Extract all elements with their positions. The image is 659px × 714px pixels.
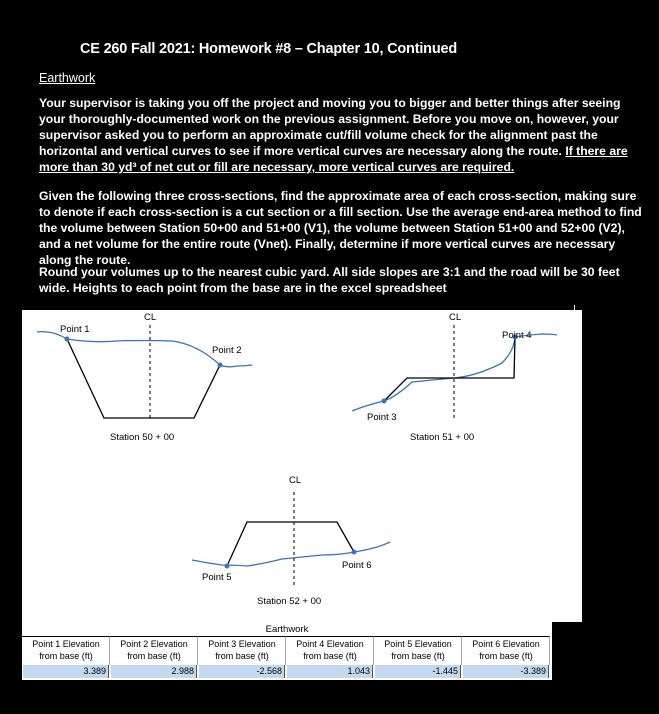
- table-value-cell[interactable]: 3.389: [23, 665, 109, 678]
- point-3-marker: [382, 399, 387, 404]
- header-line: from base (ft): [479, 651, 533, 661]
- point-3-label: Point 3: [367, 412, 397, 423]
- station-52-label: Station 52 + 00: [257, 596, 322, 607]
- table-header-cell: [374, 638, 462, 662]
- paragraph-rounding: Round your volumes up to the nearest cubic yard. All side slopes are 3:1 and the road will be 30 feet wide. Heights to each point from the base are in the excel spreadsheet: [39, 265, 620, 295]
- cl-label-3: CL: [289, 475, 302, 486]
- point-1-marker: [65, 337, 70, 342]
- table-value-cell[interactable]: -1.445: [375, 665, 461, 678]
- table-value-cell[interactable]: 1.043: [287, 665, 373, 678]
- cross-section-figure: [22, 310, 582, 622]
- template-2: [384, 337, 515, 401]
- header-line: Point 4 Elevation: [296, 639, 364, 649]
- point-6-label: Point 6: [342, 560, 372, 571]
- paragraph-intro-text: Your supervisor is taking you off the project and moving you to bigger and better things after seeing your thoroughly-documented work on the previous assignment. Before you move on, however, your supervisor asked you to perform an approximate cut/fill volume check for the alignment past the horizontal and vertical curves to see if more vertical curves are necessary along the route.: [39, 96, 621, 158]
- header-line: from base (ft): [215, 651, 269, 661]
- cross-section-drawing: [22, 310, 582, 622]
- header-line: Point 3 Elevation: [208, 639, 276, 649]
- section-heading: Earthwork: [39, 71, 96, 85]
- header-line: Point 2 Elevation: [120, 639, 188, 649]
- cl-label-1: CL: [144, 312, 157, 323]
- header-line: Point 5 Elevation: [384, 639, 452, 649]
- paragraph-intro: [39, 95, 649, 175]
- table-header-cell: [286, 638, 374, 662]
- paragraph-intro-underlined: If there are more than 30 yd³ of net cut or fill are necessary, more vertical curves are required.: [39, 144, 628, 174]
- table-header-cell: [22, 638, 110, 662]
- table-value-cell[interactable]: -3.389: [463, 665, 549, 678]
- cl-label-2: CL: [449, 312, 462, 323]
- ground-line-1b: [220, 365, 252, 367]
- header-line: from base (ft): [391, 651, 445, 661]
- point-5-label: Point 5: [202, 572, 232, 583]
- point-6-marker: [352, 550, 357, 555]
- header-line: from base (ft): [127, 651, 181, 661]
- table-title: Earthwork: [265, 624, 309, 635]
- point-5-marker: [225, 564, 230, 569]
- table-header-cell: [198, 638, 286, 662]
- header-line: Point 1 Elevation: [32, 639, 100, 649]
- header-line: from base (ft): [303, 651, 357, 661]
- table-header-cell: [462, 638, 550, 662]
- page-title: CE 260 Fall 2021: Homework #8 – Chapter 10, Continued: [80, 41, 457, 57]
- point-2-marker: [218, 363, 223, 368]
- point-4-label: Point 4: [502, 330, 532, 341]
- table-header-cell: [110, 638, 198, 662]
- fill-template-3: [227, 522, 354, 566]
- earthwork-table-body: [22, 622, 552, 680]
- cut-template-1: [67, 339, 220, 418]
- header-line: from base (ft): [39, 651, 93, 661]
- point-1-label: Point 1: [60, 324, 90, 335]
- section-station-50: [37, 325, 252, 418]
- station-50-label: Station 50 + 00: [110, 432, 175, 443]
- point-2-label: Point 2: [212, 345, 242, 356]
- station-51-label: Station 51 + 00: [410, 432, 475, 443]
- ground-line-1a: [37, 332, 220, 365]
- table-value-cell[interactable]: -2.568: [199, 665, 285, 678]
- paragraph-instructions: Given the following three cross-sections, find the approximate area of each cross-section, making sure to denote if each cross-section is a cut section or a fill section. Use the average end-area method to find the volume between Station 50+00 and 51+00 (V1), the volume between Station 51+00 and 52+00 (V2), and a net volume for the entire route (Vnet). Finally, determine if more vertical curves are necessary along the route.: [39, 189, 642, 267]
- table-value-cell[interactable]: 2.988: [111, 665, 197, 678]
- header-line: Point 6 Elevation: [472, 639, 540, 649]
